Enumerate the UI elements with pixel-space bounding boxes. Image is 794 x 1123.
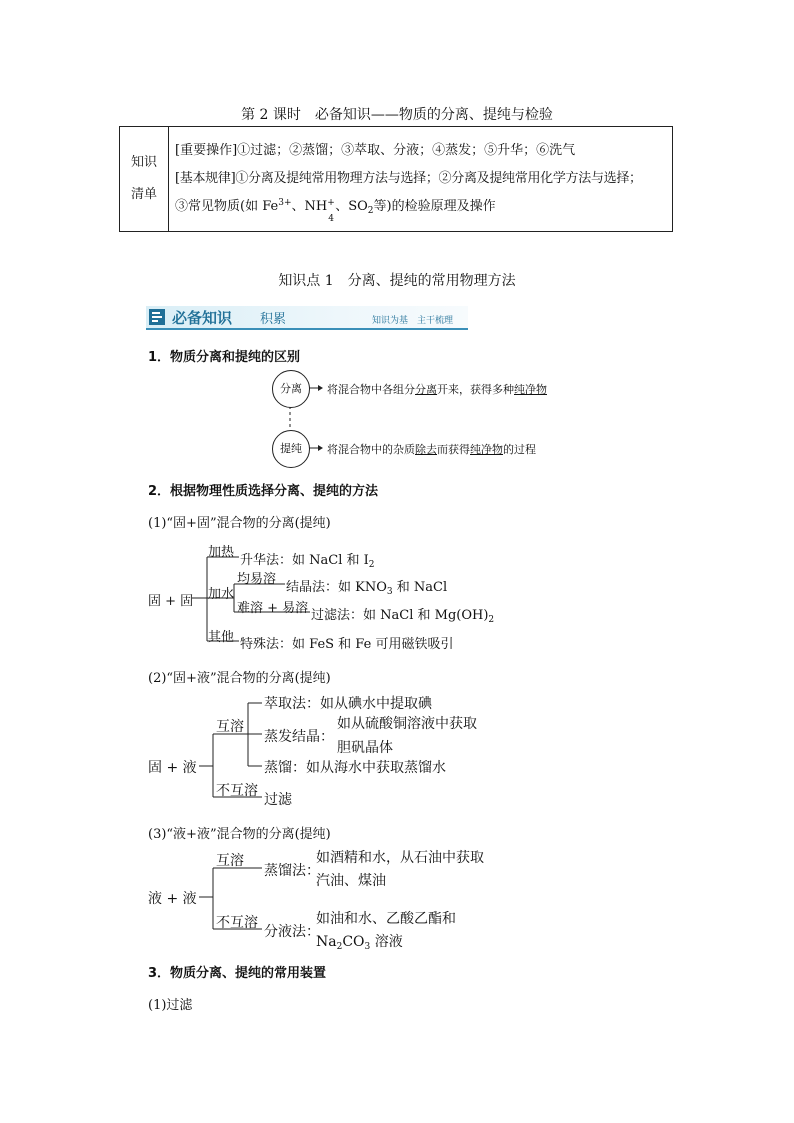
branch-all-soluble: 均易溶 [237, 572, 277, 587]
subheading-filtration: (1)过滤 [148, 998, 193, 1013]
tree-root-liquid-liquid: 液 + 液 [148, 891, 197, 907]
text: 将混合物中各组分 [327, 383, 415, 396]
text: Na [316, 934, 337, 950]
text: 的过程 [503, 443, 536, 456]
filtration-method [311, 604, 494, 623]
section-heading-3: 3．物质分离、提纯的常用装置 [148, 966, 327, 981]
subheading-liquid-liquid: (3)“液+液”混合物的分离(提纯) [148, 827, 331, 842]
extraction-method: 萃取法：如从碘水中提取碘 [264, 696, 432, 712]
branch-immiscible: 不互溶 [216, 783, 258, 799]
knowledge-point-heading: 知识点 1 分离、提纯的常用物理方法 [278, 273, 516, 289]
superscript: 3+ [278, 197, 292, 208]
list-row-operations: [重要操作]①过滤；②蒸馏；③萃取、分液；④蒸发；⑤升华；⑥洗气 [175, 142, 576, 158]
branch-immiscible-ll: 不互溶 [216, 915, 258, 931]
underlined-term: 纯净物 [470, 443, 503, 456]
evaporation-desc-line2: 胆矾晶体 [337, 740, 393, 756]
subscript: 3 [364, 942, 371, 952]
separatory-desc-line2 [316, 931, 403, 951]
underlined-term: 纯净物 [514, 383, 547, 396]
text: ③常见物质(如 Fe [175, 198, 279, 214]
subscript: 3 [386, 587, 393, 597]
text: 、NH [291, 198, 328, 214]
separatory-method: 分液法： [264, 924, 320, 940]
subscript: 4 [328, 214, 334, 224]
subheading-solid-liquid: (2)“固+液”混合物的分离(提纯) [148, 671, 331, 686]
separate-circle: 分离 [272, 370, 310, 408]
evaporation-desc-line1: 如从硫酸铜溶液中获取 [337, 716, 477, 732]
superscript: + [327, 198, 335, 208]
evaporation-method: 蒸发结晶： [264, 729, 334, 745]
banner-subtitle: 知识为基 主干梳理 [372, 316, 454, 326]
text: 结晶法：如 KNO [286, 580, 387, 595]
subheading-solid-solid: (1)“固+固”混合物的分离(提纯) [148, 516, 331, 531]
text: 而获得 [437, 443, 470, 456]
text: 溶液 [370, 934, 403, 950]
text: 升华法：如 NaCl 和 I [240, 553, 369, 568]
purify-circle: 提纯 [272, 430, 310, 468]
filtration-result: 过滤 [264, 792, 292, 808]
label-line1: 知识 [130, 155, 157, 170]
distillation-method: 蒸馏：如从海水中获取蒸馏水 [264, 760, 446, 776]
text: 过滤法：如 NaCl 和 Mg(OH) [311, 608, 489, 623]
underlined-term: 分离 [415, 383, 437, 396]
branch-insoluble-soluble: 难溶 + 易溶 [237, 601, 309, 616]
banner-tag: 积累 [260, 312, 287, 327]
list-row-rules: [基本规律]①分离及提纯常用物理方法与选择；②分离及提纯常用化学方法与选择； [175, 170, 642, 186]
label-line2: 清单 [130, 187, 157, 202]
sublimation-method [240, 549, 375, 568]
tree-root-solid-solid: 固 + 固 [148, 594, 194, 609]
text: 将混合物中的杂质 [327, 443, 415, 456]
subscript: 2 [488, 615, 495, 625]
page-title: 第 2 课时 必备知识——物质的分离、提纯与检验 [241, 107, 553, 123]
text: CO [342, 934, 365, 950]
branch-miscible: 互溶 [216, 719, 244, 735]
text: 、SO [335, 198, 368, 214]
distillation-method-ll: 蒸馏法： [264, 863, 320, 879]
text: 开来，获得多种 [437, 383, 514, 396]
branch-miscible-ll: 互溶 [216, 853, 244, 869]
branch-add-water: 加水 [208, 587, 235, 602]
underlined-term: 除去 [415, 443, 437, 456]
tree-root-solid-liquid: 固 + 液 [148, 760, 197, 776]
separate-description [327, 381, 547, 397]
subscript: 2 [336, 942, 343, 952]
subscript: 2 [367, 205, 374, 216]
section-heading-2: 2．根据物理性质选择分离、提纯的方法 [148, 484, 379, 499]
banner-title: 必备知识 [172, 309, 233, 327]
special-method: 特殊法：如 FeS 和 Fe 可用磁铁吸引 [240, 637, 454, 652]
section-heading-1: 1．物质分离和提纯的区别 [148, 350, 301, 365]
subscript: 2 [368, 560, 375, 570]
branch-other: 其他 [208, 630, 235, 645]
crystallization-method [286, 576, 447, 595]
purify-description [327, 441, 536, 457]
separatory-desc-line1: 如油和水、乙酸乙酯和 [316, 911, 456, 927]
text: 和 NaCl [392, 580, 448, 595]
text: 等)的检验原理及操作 [373, 198, 496, 214]
distillation-ll-desc-line2: 汽油、煤油 [316, 873, 386, 889]
distillation-ll-desc-line1: 如酒精和水，从石油中获取 [316, 850, 484, 866]
branch-heat: 加热 [208, 545, 235, 560]
